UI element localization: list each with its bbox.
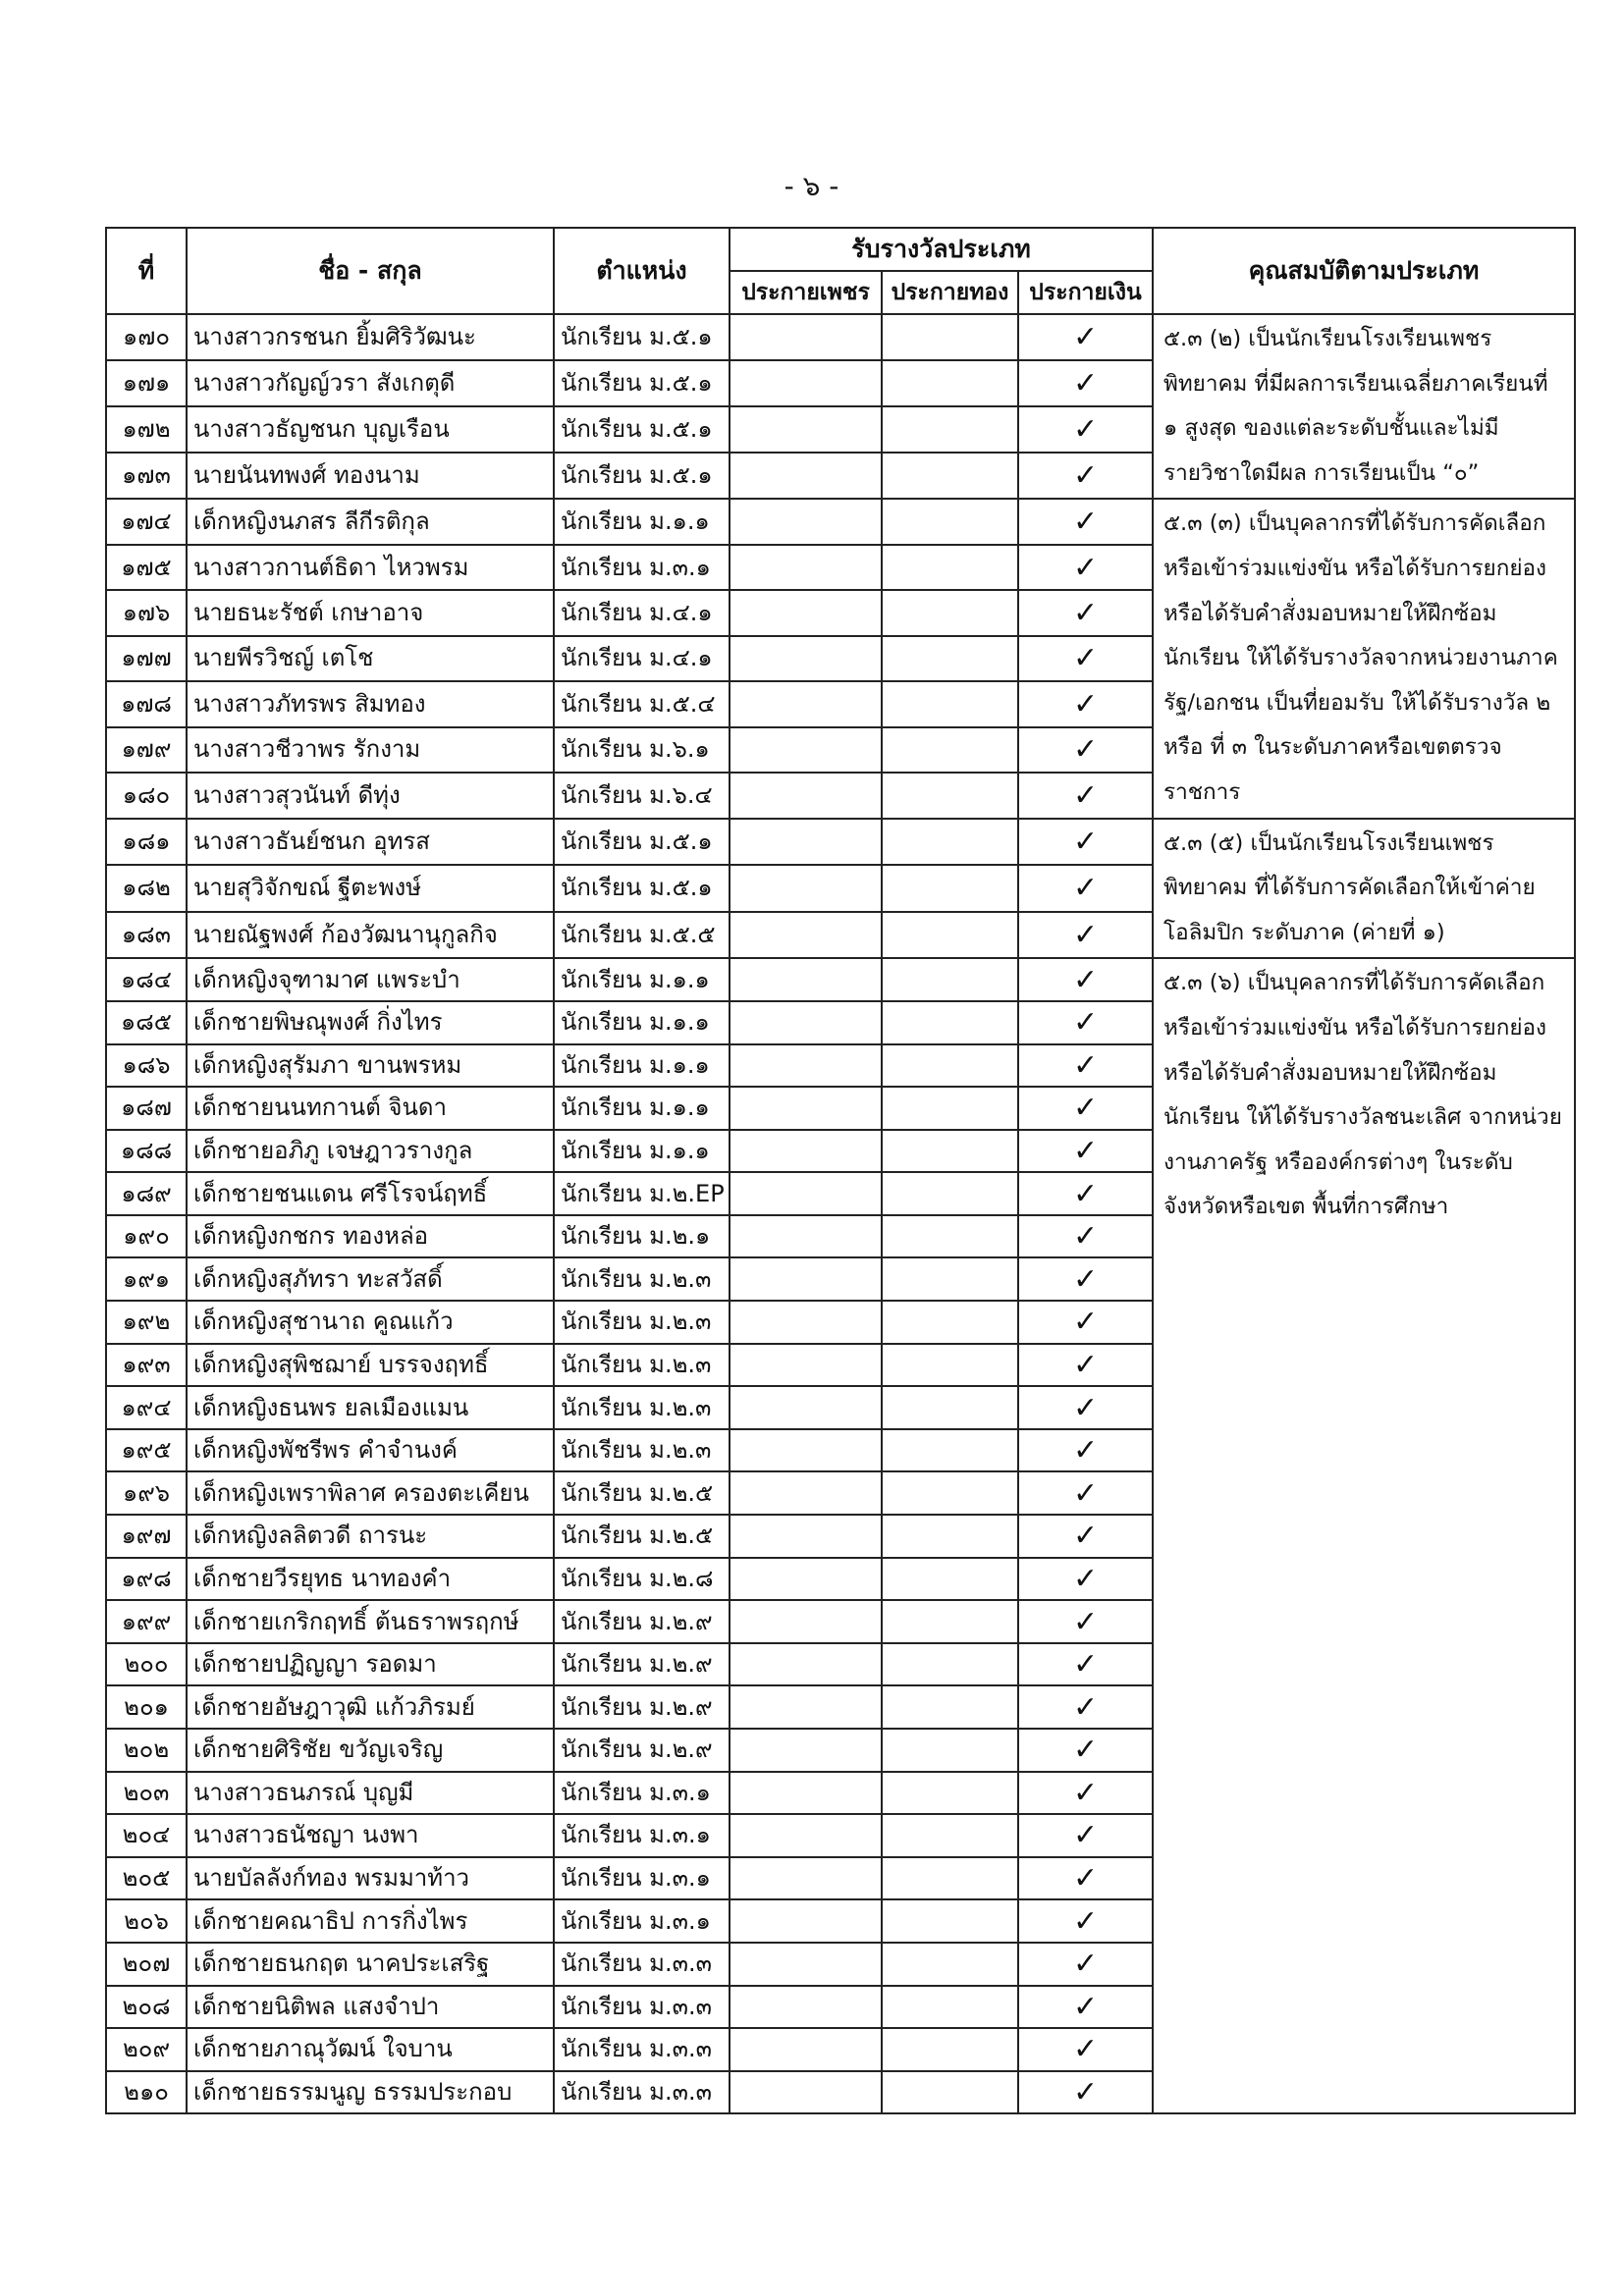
student-name: เด็กชายนนทกานต์ จินดา <box>187 1087 554 1130</box>
check-mark-icon: ✓ <box>1018 2071 1153 2114</box>
award-diamond-cell <box>730 1087 882 1130</box>
row-number: ๑๙๒ <box>106 1301 187 1344</box>
award-gold-cell <box>882 636 1018 681</box>
award-diamond-cell <box>730 1986 882 2029</box>
student-position: นักเรียน ม.๕.๑ <box>554 453 730 499</box>
award-diamond-cell <box>730 1814 882 1857</box>
student-name: เด็กหญิงสุชานาถ คูณแก้ว <box>187 1301 554 1344</box>
award-gold-cell <box>882 681 1018 726</box>
award-diamond-cell <box>730 360 882 406</box>
row-number: ๑๗๙ <box>106 727 187 773</box>
check-mark-icon: ✓ <box>1018 314 1153 360</box>
check-mark-icon: ✓ <box>1018 1943 1153 1986</box>
row-number: ๑๙๐ <box>106 1215 187 1258</box>
student-position: นักเรียน ม.๓.๓ <box>554 2071 730 2114</box>
award-diamond-cell <box>730 1429 882 1472</box>
award-diamond-cell <box>730 545 882 590</box>
award-gold-cell <box>882 1943 1018 1986</box>
check-mark-icon: ✓ <box>1018 1471 1153 1515</box>
header-name: ชื่อ - สกุล <box>187 228 554 314</box>
student-position: นักเรียน ม.๕.๕ <box>554 912 730 959</box>
student-position: นักเรียน ม.๒.๙ <box>554 1643 730 1686</box>
qualification-text: ๕.๓ (๕) เป็นนักเรียนโรงเรียนเพชรพิทยาคม ที่ได้รับการคัดเลือกให้เข้าค่ายโอลิมปิก ระดับภาค (ค่ายที่ ๑) <box>1153 819 1575 959</box>
award-gold-cell <box>882 1772 1018 1815</box>
row-number: ๑๗๘ <box>106 681 187 726</box>
row-number: ๑๙๓ <box>106 1344 187 1387</box>
award-diamond-cell <box>730 912 882 959</box>
award-gold-cell <box>882 819 1018 866</box>
student-name: นางสาวกรชนก ยิ้มศิริวัฒนะ <box>187 314 554 360</box>
award-gold-cell <box>882 1301 1018 1344</box>
award-diamond-cell <box>730 1729 882 1772</box>
student-name: นายธนะรัชต์ เกษาอาจ <box>187 590 554 635</box>
award-diamond-cell <box>730 819 882 866</box>
student-position: นักเรียน ม.๒.๙ <box>554 1729 730 1772</box>
row-number: ๑๘๑ <box>106 819 187 866</box>
check-mark-icon: ✓ <box>1018 773 1153 819</box>
student-position: นักเรียน ม.๒.๘ <box>554 1558 730 1601</box>
award-gold-cell <box>882 314 1018 360</box>
row-number: ๑๙๘ <box>106 1558 187 1601</box>
check-mark-icon: ✓ <box>1018 453 1153 499</box>
student-name: เด็กหญิงสุพิชฌาย์ บรรจงฤทธิ์ <box>187 1344 554 1387</box>
award-gold-cell <box>882 1044 1018 1088</box>
student-name: เด็กหญิงลลิตวดี ถารนะ <box>187 1515 554 1558</box>
student-position: นักเรียน ม.๑.๑ <box>554 1044 730 1088</box>
award-gold-cell <box>882 1814 1018 1857</box>
award-gold-cell <box>882 2028 1018 2071</box>
student-name: นายณัฐพงศ์ ก้องวัฒนานุกูลกิจ <box>187 912 554 959</box>
student-position: นักเรียน ม.๔.๑ <box>554 636 730 681</box>
student-name: เด็กหญิงสุภัทรา ทะสวัสดิ์ <box>187 1257 554 1301</box>
award-gold-cell <box>882 1215 1018 1258</box>
check-mark-icon: ✓ <box>1018 636 1153 681</box>
student-position: นักเรียน ม.๑.๑ <box>554 1001 730 1044</box>
student-name: เด็กชายธรรมนูญ ธรรมประกอบ <box>187 2071 554 2114</box>
award-diamond-cell <box>730 1558 882 1601</box>
student-name: เด็กชายศิริชัย ขวัญเจริญ <box>187 1729 554 1772</box>
student-name: เด็กหญิงเพราพิลาศ ครองตะเคียน <box>187 1471 554 1515</box>
award-diamond-cell <box>730 499 882 544</box>
award-diamond-cell <box>730 1172 882 1215</box>
check-mark-icon: ✓ <box>1018 1344 1153 1387</box>
student-name: เด็กชายอภิภู เจษฎาวรางกูล <box>187 1130 554 1173</box>
student-name: เด็กหญิงกชกร ทองหล่อ <box>187 1215 554 1258</box>
check-mark-icon: ✓ <box>1018 1899 1153 1943</box>
student-position: นักเรียน ม.๒.๙ <box>554 1685 730 1729</box>
student-name: นายบัลลังก์ทอง พรมมาท้าว <box>187 1857 554 1900</box>
award-table <box>105 227 1576 2114</box>
award-gold-cell <box>882 2071 1018 2114</box>
student-position: นักเรียน ม.๑.๑ <box>554 958 730 1001</box>
header-diamond: ประกายเพชร <box>730 271 882 314</box>
row-number: ๒๐๐ <box>106 1643 187 1686</box>
award-gold-cell <box>882 1257 1018 1301</box>
student-name: นางสาวกานต์ธิดา ไหวพรม <box>187 545 554 590</box>
award-diamond-cell <box>730 1600 882 1643</box>
award-diamond-cell <box>730 2071 882 2114</box>
student-position: นักเรียน ม.๖.๑ <box>554 727 730 773</box>
student-name: นางสาวธนัชญา นงพา <box>187 1814 554 1857</box>
row-number: ๒๐๗ <box>106 1943 187 1986</box>
table-body <box>106 314 1575 2113</box>
student-name: เด็กชายธนกฤต นาคประเสริฐ <box>187 1943 554 1986</box>
award-gold-cell <box>882 499 1018 544</box>
row-number: ๑๗๑ <box>106 360 187 406</box>
award-diamond-cell <box>730 1857 882 1900</box>
row-number: ๒๐๙ <box>106 2028 187 2071</box>
award-diamond-cell <box>730 1301 882 1344</box>
student-position: นักเรียน ม.๒.๕ <box>554 1515 730 1558</box>
award-gold-cell <box>882 1600 1018 1643</box>
header-position: ตำแหน่ง <box>554 228 730 314</box>
student-position: นักเรียน ม.๕.๑ <box>554 360 730 406</box>
check-mark-icon: ✓ <box>1018 681 1153 726</box>
award-diamond-cell <box>730 1215 882 1258</box>
student-name: เด็กหญิงสุรัมภา ขานพรหม <box>187 1044 554 1088</box>
student-position: นักเรียน ม.๓.๑ <box>554 545 730 590</box>
award-gold-cell <box>882 1515 1018 1558</box>
qualification-text: ๕.๓ (๒) เป็นนักเรียนโรงเรียนเพชรพิทยาคม ที่มีผลการเรียนเฉลี่ยภาคเรียนที่ ๑ สูงสุด ของแต่ละระดับชั้นและไม่มีรายวิชาใดมีผล การเรียนเป็น “๐” <box>1153 314 1575 499</box>
row-number: ๒๐๒ <box>106 1729 187 1772</box>
check-mark-icon: ✓ <box>1018 1087 1153 1130</box>
qualification-text: ๕.๓ (๖) เป็นบุคลากรที่ได้รับการคัดเลือก หรือเข้าร่วมแข่งขัน หรือได้รับการยกย่อง หรือได้รับคำสั่งมอบหมายให้ฝึกซ้อมนักเรียน ให้ได้รับรางวัลชนะเลิศ จากหน่วยงานภาครัฐ หรือองค์กรต่างๆ ในระดับจังหวัดหรือเขต พื้นที่การศึกษา <box>1153 958 1575 2113</box>
header-qualification: คุณสมบัติตามประเภท <box>1153 228 1575 314</box>
check-mark-icon: ✓ <box>1018 1515 1153 1558</box>
student-name: นางสาวชีวาพร รักงาม <box>187 727 554 773</box>
award-diamond-cell <box>730 636 882 681</box>
check-mark-icon: ✓ <box>1018 499 1153 544</box>
award-gold-cell <box>882 1344 1018 1387</box>
student-name: นายสุวิจักขณ์ ฐีตะพงษ์ <box>187 865 554 912</box>
student-position: นักเรียน ม.๒.๓ <box>554 1257 730 1301</box>
check-mark-icon: ✓ <box>1018 1001 1153 1044</box>
check-mark-icon: ✓ <box>1018 1301 1153 1344</box>
student-name: นางสาวธัญชนก บุญเรือน <box>187 406 554 453</box>
student-name: เด็กชายเกริกฤทธิ์ ต้นธราพรฤกษ์ <box>187 1600 554 1643</box>
award-diamond-cell <box>730 958 882 1001</box>
student-position: นักเรียน ม.๕.๔ <box>554 681 730 726</box>
table-row <box>106 819 1575 866</box>
check-mark-icon: ✓ <box>1018 1857 1153 1900</box>
student-position: นักเรียน ม.๓.๑ <box>554 1814 730 1857</box>
award-diamond-cell <box>730 1044 882 1088</box>
check-mark-icon: ✓ <box>1018 1986 1153 2029</box>
award-diamond-cell <box>730 1130 882 1173</box>
row-number: ๒๐๘ <box>106 1986 187 2029</box>
award-gold-cell <box>882 912 1018 959</box>
student-name: นางสาวธันย์ชนก อุทรส <box>187 819 554 866</box>
page-number: - ๖ - <box>784 170 839 202</box>
check-mark-icon: ✓ <box>1018 2028 1153 2071</box>
student-position: นักเรียน ม.๕.๑ <box>554 406 730 453</box>
check-mark-icon: ✓ <box>1018 912 1153 959</box>
check-mark-icon: ✓ <box>1018 1386 1153 1429</box>
row-number: ๒๐๔ <box>106 1814 187 1857</box>
header-gold: ประกายทอง <box>882 271 1018 314</box>
check-mark-icon: ✓ <box>1018 1643 1153 1686</box>
award-gold-cell <box>882 1001 1018 1044</box>
check-mark-icon: ✓ <box>1018 819 1153 866</box>
row-number: ๑๘๗ <box>106 1087 187 1130</box>
row-number: ๑๗๕ <box>106 545 187 590</box>
row-number: ๑๘๕ <box>106 1001 187 1044</box>
award-gold-cell <box>882 360 1018 406</box>
row-number: ๑๘๔ <box>106 958 187 1001</box>
check-mark-icon: ✓ <box>1018 1172 1153 1215</box>
student-name: เด็กชายนิติพล แสงจำปา <box>187 1986 554 2029</box>
check-mark-icon: ✓ <box>1018 865 1153 912</box>
award-diamond-cell <box>730 1772 882 1815</box>
award-gold-cell <box>882 1429 1018 1472</box>
student-position: นักเรียน ม.๓.๑ <box>554 1899 730 1943</box>
award-diamond-cell <box>730 406 882 453</box>
qualification-text: ๕.๓ (๓) เป็นบุคลากรที่ได้รับการคัดเลือก หรือเข้าร่วมแข่งขัน หรือได้รับการยกย่อง หรือได้รับคำสั่งมอบหมายให้ฝึกซ้อมนักเรียน ให้ได้รับรางวัลจากหน่วยงานภาครัฐ/เอกชน เป็นที่ยอมรับ ให้ได้รับรางวัล ๒ หรือ ที่ ๓ ในระดับภาคหรือเขตตรวจราชการ <box>1153 499 1575 818</box>
award-gold-cell <box>882 773 1018 819</box>
award-diamond-cell <box>730 1899 882 1943</box>
student-position: นักเรียน ม.๒.๓ <box>554 1386 730 1429</box>
student-position: นักเรียน ม.๓.๓ <box>554 1943 730 1986</box>
award-diamond-cell <box>730 1643 882 1686</box>
row-number: ๒๑๐ <box>106 2071 187 2114</box>
award-diamond-cell <box>730 727 882 773</box>
student-name: เด็กหญิงจุฑามาศ แพระบำ <box>187 958 554 1001</box>
award-gold-cell <box>882 1986 1018 2029</box>
student-position: นักเรียน ม.๒.๓ <box>554 1301 730 1344</box>
award-diamond-cell <box>730 865 882 912</box>
check-mark-icon: ✓ <box>1018 1685 1153 1729</box>
award-gold-cell <box>882 406 1018 453</box>
award-diamond-cell <box>730 590 882 635</box>
award-gold-cell <box>882 453 1018 499</box>
award-diamond-cell <box>730 453 882 499</box>
row-number: ๑๘๘ <box>106 1130 187 1173</box>
row-number: ๑๘๙ <box>106 1172 187 1215</box>
student-position: นักเรียน ม.๑.๑ <box>554 1087 730 1130</box>
award-diamond-cell <box>730 1257 882 1301</box>
check-mark-icon: ✓ <box>1018 406 1153 453</box>
check-mark-icon: ✓ <box>1018 360 1153 406</box>
student-position: นักเรียน ม.๓.๑ <box>554 1857 730 1900</box>
award-gold-cell <box>882 545 1018 590</box>
check-mark-icon: ✓ <box>1018 1429 1153 1472</box>
student-name: เด็กหญิงนภสร ลีกีรติกุล <box>187 499 554 544</box>
award-diamond-cell <box>730 773 882 819</box>
award-gold-cell <box>882 1386 1018 1429</box>
row-number: ๑๗๓ <box>106 453 187 499</box>
check-mark-icon: ✓ <box>1018 1558 1153 1601</box>
student-name: นางสาวกัญญ์วรา สังเกตุดี <box>187 360 554 406</box>
student-position: นักเรียน ม.๒.๑ <box>554 1215 730 1258</box>
row-number: ๑๙๕ <box>106 1429 187 1472</box>
award-gold-cell <box>882 1087 1018 1130</box>
table-row <box>106 958 1575 1001</box>
header-silver: ประกายเงิน <box>1018 271 1153 314</box>
student-position: นักเรียน ม.๓.๓ <box>554 2028 730 2071</box>
student-position: นักเรียน ม.๑.๑ <box>554 1130 730 1173</box>
row-number: ๑๘๖ <box>106 1044 187 1088</box>
student-position: นักเรียน ม.๕.๑ <box>554 819 730 866</box>
row-number: ๑๗๐ <box>106 314 187 360</box>
row-number: ๑๗๗ <box>106 636 187 681</box>
row-number: ๒๐๓ <box>106 1772 187 1815</box>
check-mark-icon: ✓ <box>1018 545 1153 590</box>
award-diamond-cell <box>730 1001 882 1044</box>
award-gold-cell <box>882 1130 1018 1173</box>
award-gold-cell <box>882 1558 1018 1601</box>
award-diamond-cell <box>730 1471 882 1515</box>
award-gold-cell <box>882 727 1018 773</box>
student-position: นักเรียน ม.๕.๑ <box>554 314 730 360</box>
row-number: ๑๙๖ <box>106 1471 187 1515</box>
check-mark-icon: ✓ <box>1018 1215 1153 1258</box>
award-diamond-cell <box>730 1515 882 1558</box>
check-mark-icon: ✓ <box>1018 1130 1153 1173</box>
row-number: ๒๐๑ <box>106 1685 187 1729</box>
student-position: นักเรียน ม.๒.๕ <box>554 1471 730 1515</box>
student-position: นักเรียน ม.๒.๙ <box>554 1600 730 1643</box>
student-position: นักเรียน ม.๒.๓ <box>554 1344 730 1387</box>
check-mark-icon: ✓ <box>1018 958 1153 1001</box>
student-position: นักเรียน ม.๔.๑ <box>554 590 730 635</box>
row-number: ๑๙๑ <box>106 1257 187 1301</box>
check-mark-icon: ✓ <box>1018 1772 1153 1815</box>
student-name: เด็กชายภาณุวัฒน์ ใจบาน <box>187 2028 554 2071</box>
row-number: ๑๙๗ <box>106 1515 187 1558</box>
header-award-type: รับรางวัลประเภท <box>730 228 1153 271</box>
header-no: ที่ <box>106 228 187 314</box>
student-name: เด็กชายปฏิญญา รอดมา <box>187 1643 554 1686</box>
row-number: ๑๗๔ <box>106 499 187 544</box>
award-diamond-cell <box>730 2028 882 2071</box>
row-number: ๑๗๒ <box>106 406 187 453</box>
award-gold-cell <box>882 1899 1018 1943</box>
award-gold-cell <box>882 958 1018 1001</box>
award-gold-cell <box>882 1857 1018 1900</box>
student-name: นายพีรวิชญ์ เตโช <box>187 636 554 681</box>
student-position: นักเรียน ม.๒.๓ <box>554 1429 730 1472</box>
student-name: นางสาวธนภรณ์ บุญมี <box>187 1772 554 1815</box>
student-position: นักเรียน ม.๒.EP <box>554 1172 730 1215</box>
check-mark-icon: ✓ <box>1018 1729 1153 1772</box>
check-mark-icon: ✓ <box>1018 727 1153 773</box>
student-name: เด็กชายคณาธิป การกิ่งไพร <box>187 1899 554 1943</box>
award-gold-cell <box>882 1643 1018 1686</box>
student-name: เด็กหญิงธนพร ยลเมืองแมน <box>187 1386 554 1429</box>
student-name: นายนันทพงศ์ ทองนาม <box>187 453 554 499</box>
award-diamond-cell <box>730 314 882 360</box>
row-number: ๒๐๖ <box>106 1899 187 1943</box>
row-number: ๑๙๔ <box>106 1386 187 1429</box>
award-gold-cell <box>882 590 1018 635</box>
student-name: เด็กชายชนแดน ศรีโรจน์ฤทธิ์ <box>187 1172 554 1215</box>
award-gold-cell <box>882 1729 1018 1772</box>
check-mark-icon: ✓ <box>1018 1814 1153 1857</box>
award-gold-cell <box>882 865 1018 912</box>
award-diamond-cell <box>730 1386 882 1429</box>
student-name: นางสาวสุวนันท์ ดีทุ่ง <box>187 773 554 819</box>
student-name: เด็กชายวีรยุทธ นาทองคำ <box>187 1558 554 1601</box>
check-mark-icon: ✓ <box>1018 1257 1153 1301</box>
table-row <box>106 499 1575 544</box>
award-gold-cell <box>882 1471 1018 1515</box>
student-position: นักเรียน ม.๖.๔ <box>554 773 730 819</box>
award-gold-cell <box>882 1172 1018 1215</box>
student-name: เด็กชายพิษณุพงศ์ กิ่งไทร <box>187 1001 554 1044</box>
student-position: นักเรียน ม.๓.๓ <box>554 1986 730 2029</box>
row-number: ๑๙๙ <box>106 1600 187 1643</box>
student-position: นักเรียน ม.๕.๑ <box>554 865 730 912</box>
row-number: ๑๗๖ <box>106 590 187 635</box>
row-number: ๑๘๓ <box>106 912 187 959</box>
student-name: เด็กชายอัษฎาวุฒิ แก้วภิรมย์ <box>187 1685 554 1729</box>
award-diamond-cell <box>730 1943 882 1986</box>
award-diamond-cell <box>730 1344 882 1387</box>
row-number: ๑๘๒ <box>106 865 187 912</box>
student-name: นางสาวภัทรพร สิมทอง <box>187 681 554 726</box>
award-gold-cell <box>882 1685 1018 1729</box>
award-diamond-cell <box>730 1685 882 1729</box>
row-number: ๑๘๐ <box>106 773 187 819</box>
check-mark-icon: ✓ <box>1018 1044 1153 1088</box>
table-row <box>106 314 1575 360</box>
row-number: ๒๐๕ <box>106 1857 187 1900</box>
student-position: นักเรียน ม.๑.๑ <box>554 499 730 544</box>
check-mark-icon: ✓ <box>1018 1600 1153 1643</box>
student-position: นักเรียน ม.๓.๑ <box>554 1772 730 1815</box>
award-diamond-cell <box>730 681 882 726</box>
student-name: เด็กหญิงพัชรีพร คำจำนงค์ <box>187 1429 554 1472</box>
check-mark-icon: ✓ <box>1018 590 1153 635</box>
